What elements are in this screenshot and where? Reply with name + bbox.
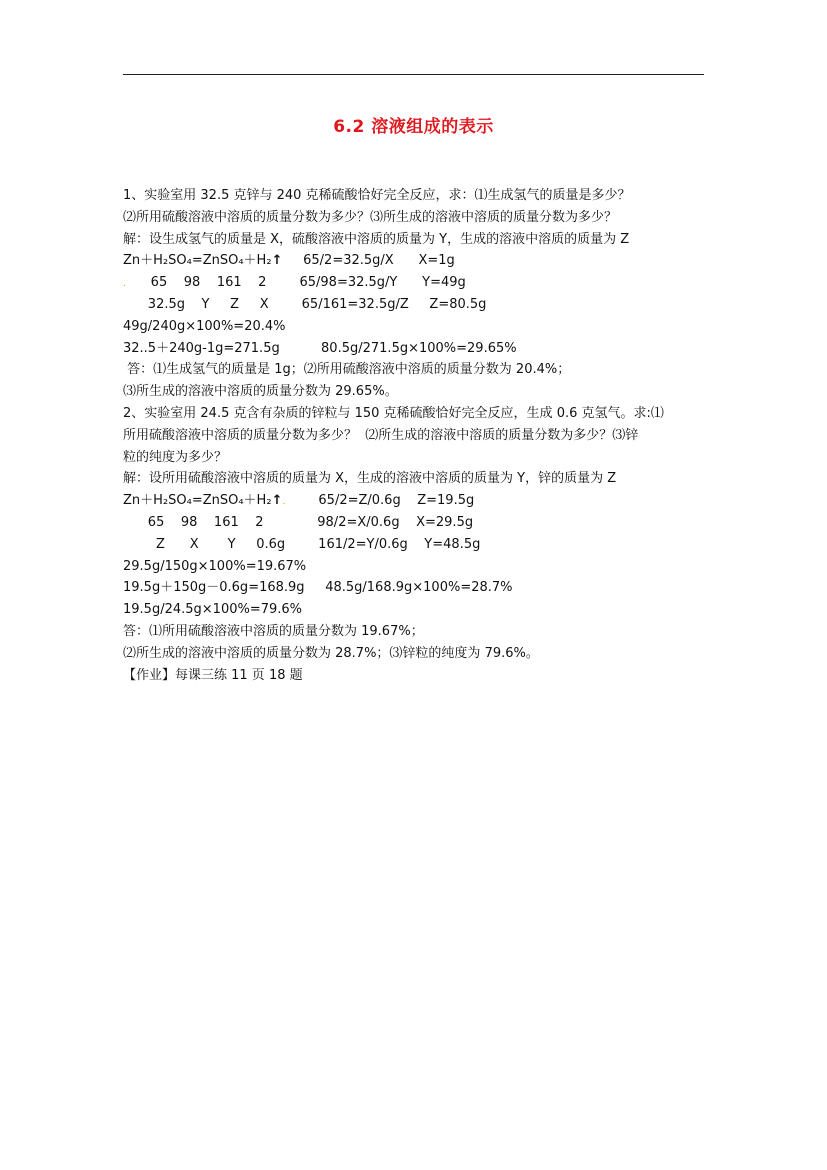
problem2-answer-line1: 答：⑴所用硫酸溶液中溶质的质量分数为 19.67%； [123, 623, 424, 639]
problem1-equation-row [123, 250, 708, 272]
problem2-unknowns-row: Z X Y 0.6g 161/2=Y/0.6g Y=48.5g [123, 536, 481, 552]
document-body [123, 185, 708, 686]
problem2-calc-z: 65/2=Z/0.6g Z=19.5g [285, 493, 475, 509]
problem1-unknowns-row: 32.5g Y Z X 65/161=32.5g/Z Z=80.5g [123, 296, 487, 312]
problem2-answer-line2: ⑵所生成的溶液中溶质的质量分数为 28.7%；⑶锌粒的纯度为 79.6%。 [123, 645, 539, 661]
problem2-question-line2: 所用硫酸溶液中溶质的质量分数为多少？ ⑵所生成的溶液中溶质的质量分数为多少？⑶锌 [123, 427, 639, 443]
problem1-fraction-y: 49g/240g×100%=20.4% [123, 318, 286, 334]
homework-assignment: 【作业】每课三练 11 页 18 题 [123, 667, 303, 683]
problem1-question-line1: 1、实验室用 32.5 克锌与 240 克稀硫酸恰好完全反应，求：⑴生成氢气的质量是多少？ [123, 188, 631, 203]
problem2-equation: Zn＋H₂SO₄=ZnSO₄＋H₂ [123, 493, 272, 509]
problem2-question-line3: 粒的纯度为多少？ [123, 449, 228, 465]
problem1-equation: Zn＋H₂SO₄=ZnSO₄＋H₂ [123, 253, 272, 269]
problem2-solution-intro: 解：设所用硫酸溶液中溶质的质量为 X，生成的溶液中溶质的质量为 Y，锌的质量为 Z [123, 471, 617, 487]
problem2-fraction-x: 29.5g/150g×100%=19.67% [123, 558, 307, 574]
problem2-question-line1: 2、实验室用 24.5 克含有杂质的锌粒与 150 克稀硫酸恰好完全反应，生成 0.6 克氢气。求:⑴ [123, 405, 664, 421]
problem1-masses-row: 65 98 161 2 65/98=32.5g/Y Y=49g [150, 275, 466, 291]
problem1-masses-row-wrap [123, 272, 708, 294]
problem1-calc-x: 65/2=32.5g/X X=1g [282, 253, 455, 269]
gas-arrow-icon: ↑ [271, 493, 283, 509]
problem2-masses-row: 65 98 161 2 98/2=X/0.6g X=29.5g [123, 514, 474, 530]
page-title: 6.2 溶液组成的表示 [333, 117, 494, 137]
problem2-solution-mass: 19.5g＋150g－0.6g=168.9g 48.5g/168.9g×100%=28.7% [123, 580, 513, 596]
gas-arrow-icon: ↑ [271, 253, 283, 269]
problem2-purity: 19.5g/24.5g×100%=79.6% [123, 602, 303, 618]
problem1-question-line2: ⑵所用硫酸溶液中溶质的质量分数为多少？⑶所生成的溶液中溶质的质量分数为多少？ [123, 209, 618, 225]
marker-dot-icon: . [282, 497, 286, 508]
problem1-solution-intro: 解：设生成氢气的质量是 X，硫酸溶液中溶质的质量为 Y，生成的溶液中溶质的质量为 Z [123, 231, 630, 247]
problem2-equation-row [123, 490, 708, 512]
problem1-solution-mass: 32..5＋240g-1g=271.5g 80.5g/271.5g×100%=29.65% [123, 340, 517, 356]
problem1-answer-line1: 答：⑴生成氢气的质量是 1g；⑵所用硫酸溶液中溶质的质量分数为 20.4%； [123, 362, 571, 378]
problem1-answer-line2: ⑶所生成的溶液中溶质的质量分数为 29.65%。 [123, 384, 398, 400]
header-rule [123, 74, 704, 75]
marker-dot-icon: . [123, 279, 126, 290]
